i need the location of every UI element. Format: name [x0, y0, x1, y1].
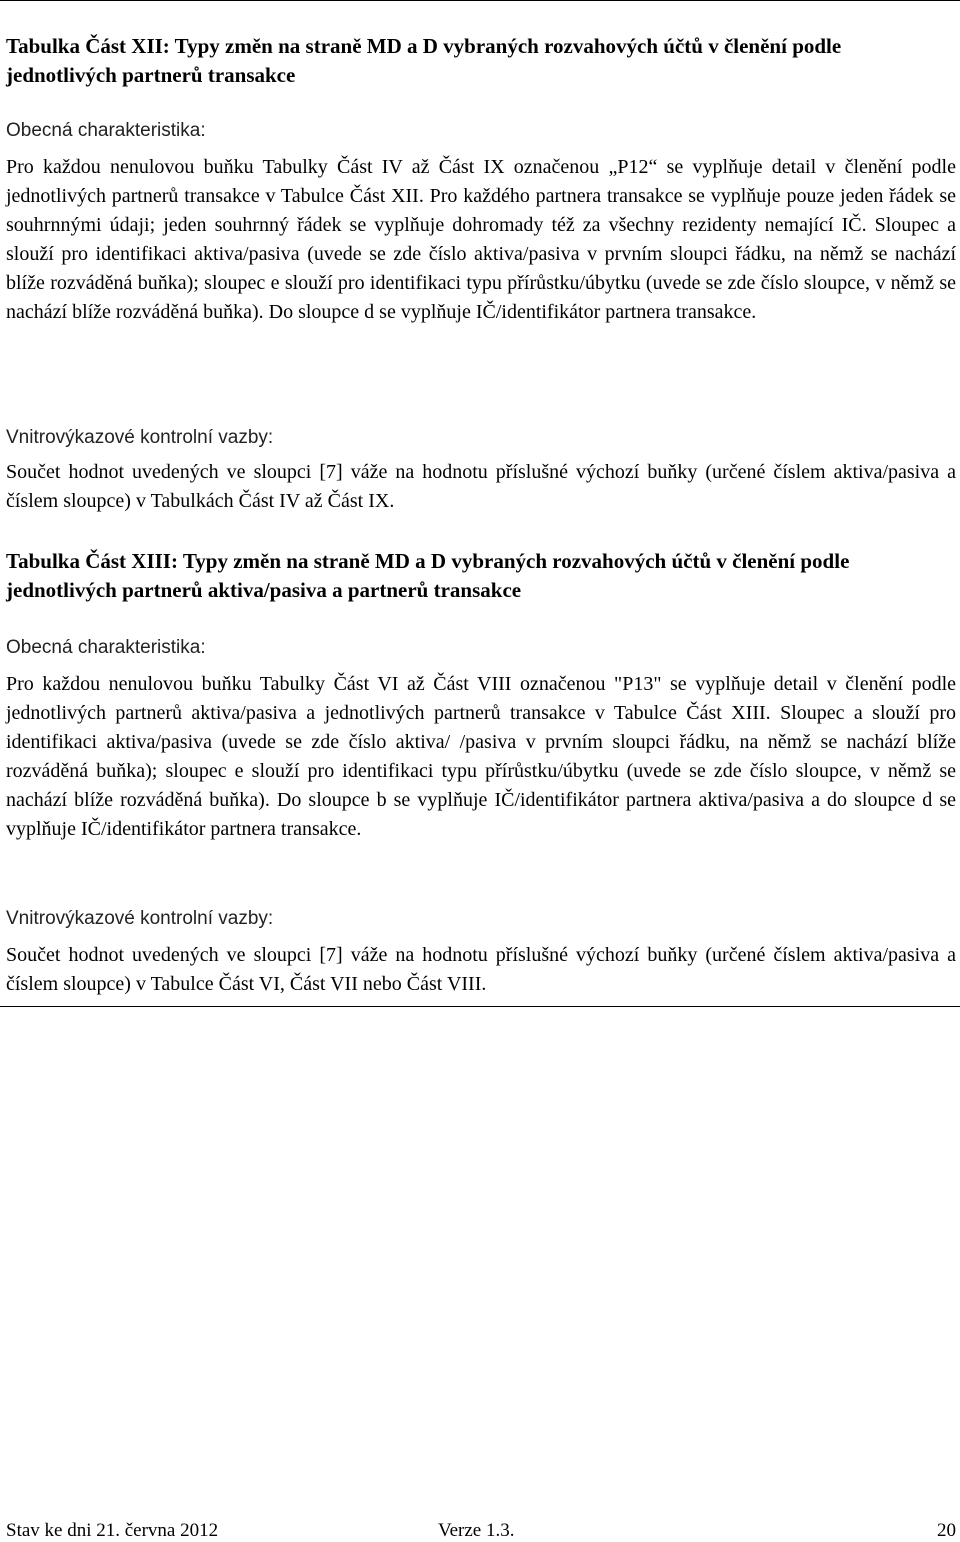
section-divider [0, 1006, 960, 1007]
section-13-general-text-block [6, 670, 956, 844]
section-12-control-text: Součet hodnot uvedených ve sloupci [7] váže na hodnotu příslušné výchozí buňky (určené číslem aktiva/pasiva a číslem sloupce) v Tabulkách Část IV až Část IX. [6, 461, 956, 512]
section-13-general [6, 634, 956, 662]
section-12-control [6, 424, 956, 452]
section-13-control-text-block [6, 941, 956, 999]
footer-date: Stav ke dni 21. června 2012 [6, 1520, 219, 1541]
section-13-general-text: Pro každou nenulovou buňku Tabulky Část VI až Část VIII označenou "P13" se vyplňuje detail v členění podle jednotlivých partnerů aktiva/pasiva a jednotlivých partnerů transakce v Tabulce Část XIII. Sloupec a slouží pro identifikaci aktiva/pasiva (uvede se zde číslo aktiva/ /pasiva v prvním sloupci řádku, na němž se nachází blíže rozváděná buňka); sloupec e slouží pro identifikaci typu přírůstku/úbytku (uvede se zde číslo sloupce, v němž se nachází blíže rozváděná buňka). Do sloupce b se vyplňuje IČ/identifikátor partnera aktiva/pasiva a do sloupce d se vyplňuje IČ/identifikátor partnera transakce. [6, 673, 956, 840]
section-13-control [6, 905, 956, 933]
top-rule [0, 0, 960, 1]
section-12-general-text-block [6, 153, 956, 327]
section-13-heading: Tabulka Část XIII: Typy změn na straně MD a D vybraných rozvahových účtů v členění podle jednotlivých partnerů aktiva/pasiva a partnerů transakce [6, 549, 850, 602]
section-12-general-label: Obecná charakteristika: [6, 120, 206, 141]
page-number: 20 [937, 1520, 956, 1541]
section-12-control-text-block [6, 458, 956, 516]
section-12 [6, 32, 956, 90]
section-12-general-text: Pro každou nenulovou buňku Tabulky Část IV až Část IX označenou „P12“ se vyplňuje detail v členění podle jednotlivých partnerů transakce v Tabulce Část XII. Pro každého partnera transakce se vyplňuje pouze jeden řádek se souhrnnými údaji; jeden souhrnný řádek se vyplňuje dohromady též za všechny rezidenty nemající IČ. Sloupec a slouží pro identifikaci aktiva/pasiva (uvede se zde číslo aktiva/pasiva v prvním sloupci řádku, na němž se nachází blíže rozváděná buňka); sloupec e slouží pro identifikaci typu přírůstku/úbytku (uvede se zde číslo sloupce, v němž se nachází blíže rozváděná buňka). Do sloupce d se vyplňuje IČ/identifikátor partnera transakce. [6, 156, 956, 323]
section-13 [6, 547, 956, 605]
section-12-general [6, 117, 956, 145]
footer-version: Verze 1.3. [438, 1520, 515, 1541]
section-13-general-label: Obecná charakteristika: [6, 637, 206, 658]
section-13-control-label: Vnitrovýkazové kontrolní vazby: [6, 908, 274, 929]
section-13-control-text: Součet hodnot uvedených ve sloupci [7] váže na hodnotu příslušné výchozí buňky (určené číslem aktiva/pasiva a číslem sloupce) v Tabulce Část VI, Část VII nebo Část VIII. [6, 944, 956, 995]
section-12-heading: Tabulka Část XII: Typy změn na straně MD a D vybraných rozvahových účtů v členění podle jednotlivých partnerů transakce [6, 34, 842, 87]
section-12-control-label: Vnitrovýkazové kontrolní vazby: [6, 427, 274, 448]
page-footer [6, 1520, 956, 1542]
